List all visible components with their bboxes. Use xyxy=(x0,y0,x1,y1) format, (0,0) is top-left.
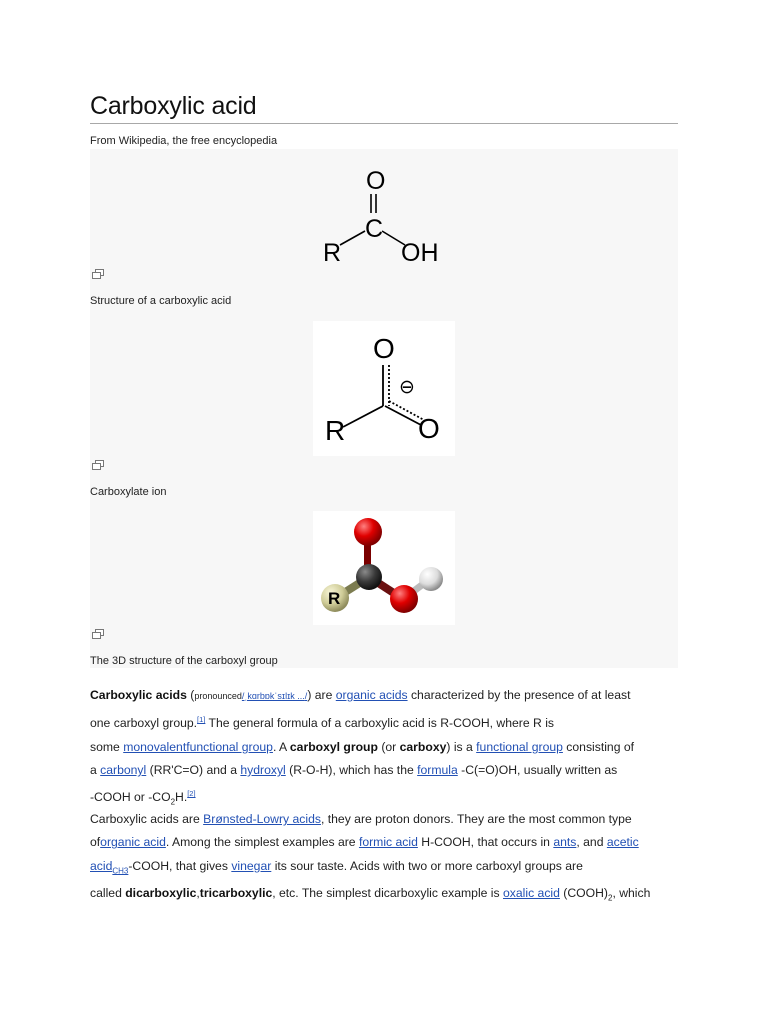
image-gallery xyxy=(90,149,678,668)
text: , xyxy=(196,886,200,901)
enlarge-icon[interactable] xyxy=(92,629,104,639)
carboxylic-acid-diagram xyxy=(313,157,455,267)
link-oxalic-acid[interactable]: oxalic acid xyxy=(503,886,560,901)
text: -COOH, that gives xyxy=(128,858,232,873)
text-line xyxy=(90,882,678,910)
text: -C(=O)OH, usually written as xyxy=(457,762,618,777)
figure-caption: The 3D structure of the carboxyl group xyxy=(90,655,278,667)
link-monovalent-functional-group[interactable]: monovalentfunctional group xyxy=(123,739,273,754)
link-carbonyl[interactable]: carbonyl xyxy=(100,762,147,777)
link-functional-group[interactable]: functional group xyxy=(476,739,563,754)
ipa-pronunciation-link[interactable]: /ˌkɑrbɒkˈsɪlɪk ... xyxy=(241,691,305,701)
text: of xyxy=(90,835,101,850)
link-vinegar[interactable]: vinegar xyxy=(231,858,272,873)
oxygen-atom xyxy=(354,518,382,546)
text-line xyxy=(90,808,678,831)
text-line xyxy=(90,684,678,708)
text: (or xyxy=(377,739,400,754)
text: its sour taste. Acids with two or more carboxyl groups are xyxy=(271,858,583,873)
text: ( xyxy=(186,688,195,702)
subscript: 2 xyxy=(170,797,176,807)
oxygen-label: O xyxy=(366,167,386,195)
site-tagline: From Wikipedia, the free encyclopedia xyxy=(90,135,278,147)
link-ants[interactable]: ants xyxy=(553,835,577,850)
text-line xyxy=(90,831,678,854)
figure-caption: Structure of a carboxylic acid xyxy=(90,295,232,307)
subscript: 2 xyxy=(607,893,613,903)
text: . Among the simplest examples are xyxy=(165,835,359,850)
link-hydroxyl[interactable]: hydroxyl xyxy=(240,762,286,777)
text: , etc. The simplest dicarboxylic example is xyxy=(272,886,503,901)
text-line xyxy=(90,759,678,782)
text: , which xyxy=(612,886,651,901)
term-tricarboxylic: tricarboxylic xyxy=(199,886,273,901)
term-dicarboxylic: dicarboxylic xyxy=(125,886,197,901)
link-formula[interactable]: formula xyxy=(417,762,458,777)
link-acetic-acid[interactable]: acetic xyxy=(606,835,639,850)
text: ) is a xyxy=(446,739,477,754)
text: H-COOH, that occurs in xyxy=(417,835,554,850)
citation-2-link[interactable]: [2] xyxy=(187,789,196,799)
link-acetic-acid-cont[interactable]: acid xyxy=(90,858,113,873)
carboxyl-3d-diagram xyxy=(313,511,455,625)
text: , and xyxy=(576,835,607,850)
text: some xyxy=(90,739,124,754)
carboxylate-ion-diagram xyxy=(313,321,455,456)
r-bond-line xyxy=(343,406,383,427)
oxygen-atom xyxy=(390,585,418,613)
link-bronsted-lowry-acids[interactable]: Brønsted-Lowry acids xyxy=(203,812,321,826)
text: ) are xyxy=(307,688,336,702)
text: called xyxy=(90,886,126,901)
negative-charge-icon: ⊖ xyxy=(399,376,415,398)
hydrogen-atom xyxy=(419,567,443,591)
text: (R-O-H), which has the xyxy=(285,762,418,777)
enlarge-icon[interactable] xyxy=(92,269,104,279)
figure-caption: Carboxylate ion xyxy=(90,486,167,498)
second-paragraph xyxy=(90,808,678,910)
carbon-atom xyxy=(356,564,382,590)
term-carboxyl-group: carboxyl group xyxy=(289,739,378,754)
r-group-label: R xyxy=(325,415,346,446)
carboxylate-ion-image[interactable] xyxy=(313,321,455,456)
enlarge-icon[interactable] xyxy=(92,460,104,470)
r-bond-line xyxy=(340,231,365,245)
title-divider xyxy=(90,123,678,124)
text: one carboxyl group. xyxy=(90,716,198,731)
text-line xyxy=(90,736,678,759)
text: The general formula of a carboxylic acid is R-COOH, where R is xyxy=(205,716,554,731)
page-title: Carboxylic acid xyxy=(90,92,257,120)
link-organic-acid[interactable]: organic acid xyxy=(100,835,166,850)
text-line xyxy=(90,855,678,883)
text: . A xyxy=(272,739,290,754)
text: consisting of xyxy=(562,739,635,754)
text: Carboxylic acids are xyxy=(90,812,204,826)
oxygen-top-label: O xyxy=(373,333,395,364)
carboxylic-acid-structure-image[interactable] xyxy=(313,157,455,267)
text: a xyxy=(90,762,101,777)
link-organic-acids[interactable]: organic acids xyxy=(335,688,408,702)
link-formic-acid[interactable]: formic acid xyxy=(358,835,418,850)
r-group-label: R xyxy=(323,239,342,267)
text: characterized by the presence of at least xyxy=(407,688,631,702)
term-carboxylic-acids: Carboxylic acids xyxy=(90,688,187,702)
text: -COOH or -CO xyxy=(90,790,171,805)
link-ch3[interactable]: CH3 xyxy=(112,866,129,876)
text: H. xyxy=(175,790,188,805)
pronounced-label: pronounced xyxy=(194,691,242,701)
text: (COOH) xyxy=(559,886,608,901)
r-group-label: R xyxy=(328,589,341,608)
hydroxyl-label: OH xyxy=(401,239,439,267)
intro-paragraph xyxy=(90,684,678,814)
text: , they are proton donors. They are the most common type xyxy=(320,812,632,826)
text-line xyxy=(90,708,678,735)
carboxyl-3d-image[interactable] xyxy=(313,511,455,625)
text: (RR'C=O) and a xyxy=(146,762,241,777)
citation-1-link[interactable]: [1] xyxy=(197,715,206,725)
oxygen-right-label: O xyxy=(418,413,440,444)
ipa-pronunciation-link-end[interactable]: / xyxy=(304,691,308,701)
term-carboxy: carboxy xyxy=(399,739,447,754)
carbon-label: C xyxy=(365,215,384,243)
